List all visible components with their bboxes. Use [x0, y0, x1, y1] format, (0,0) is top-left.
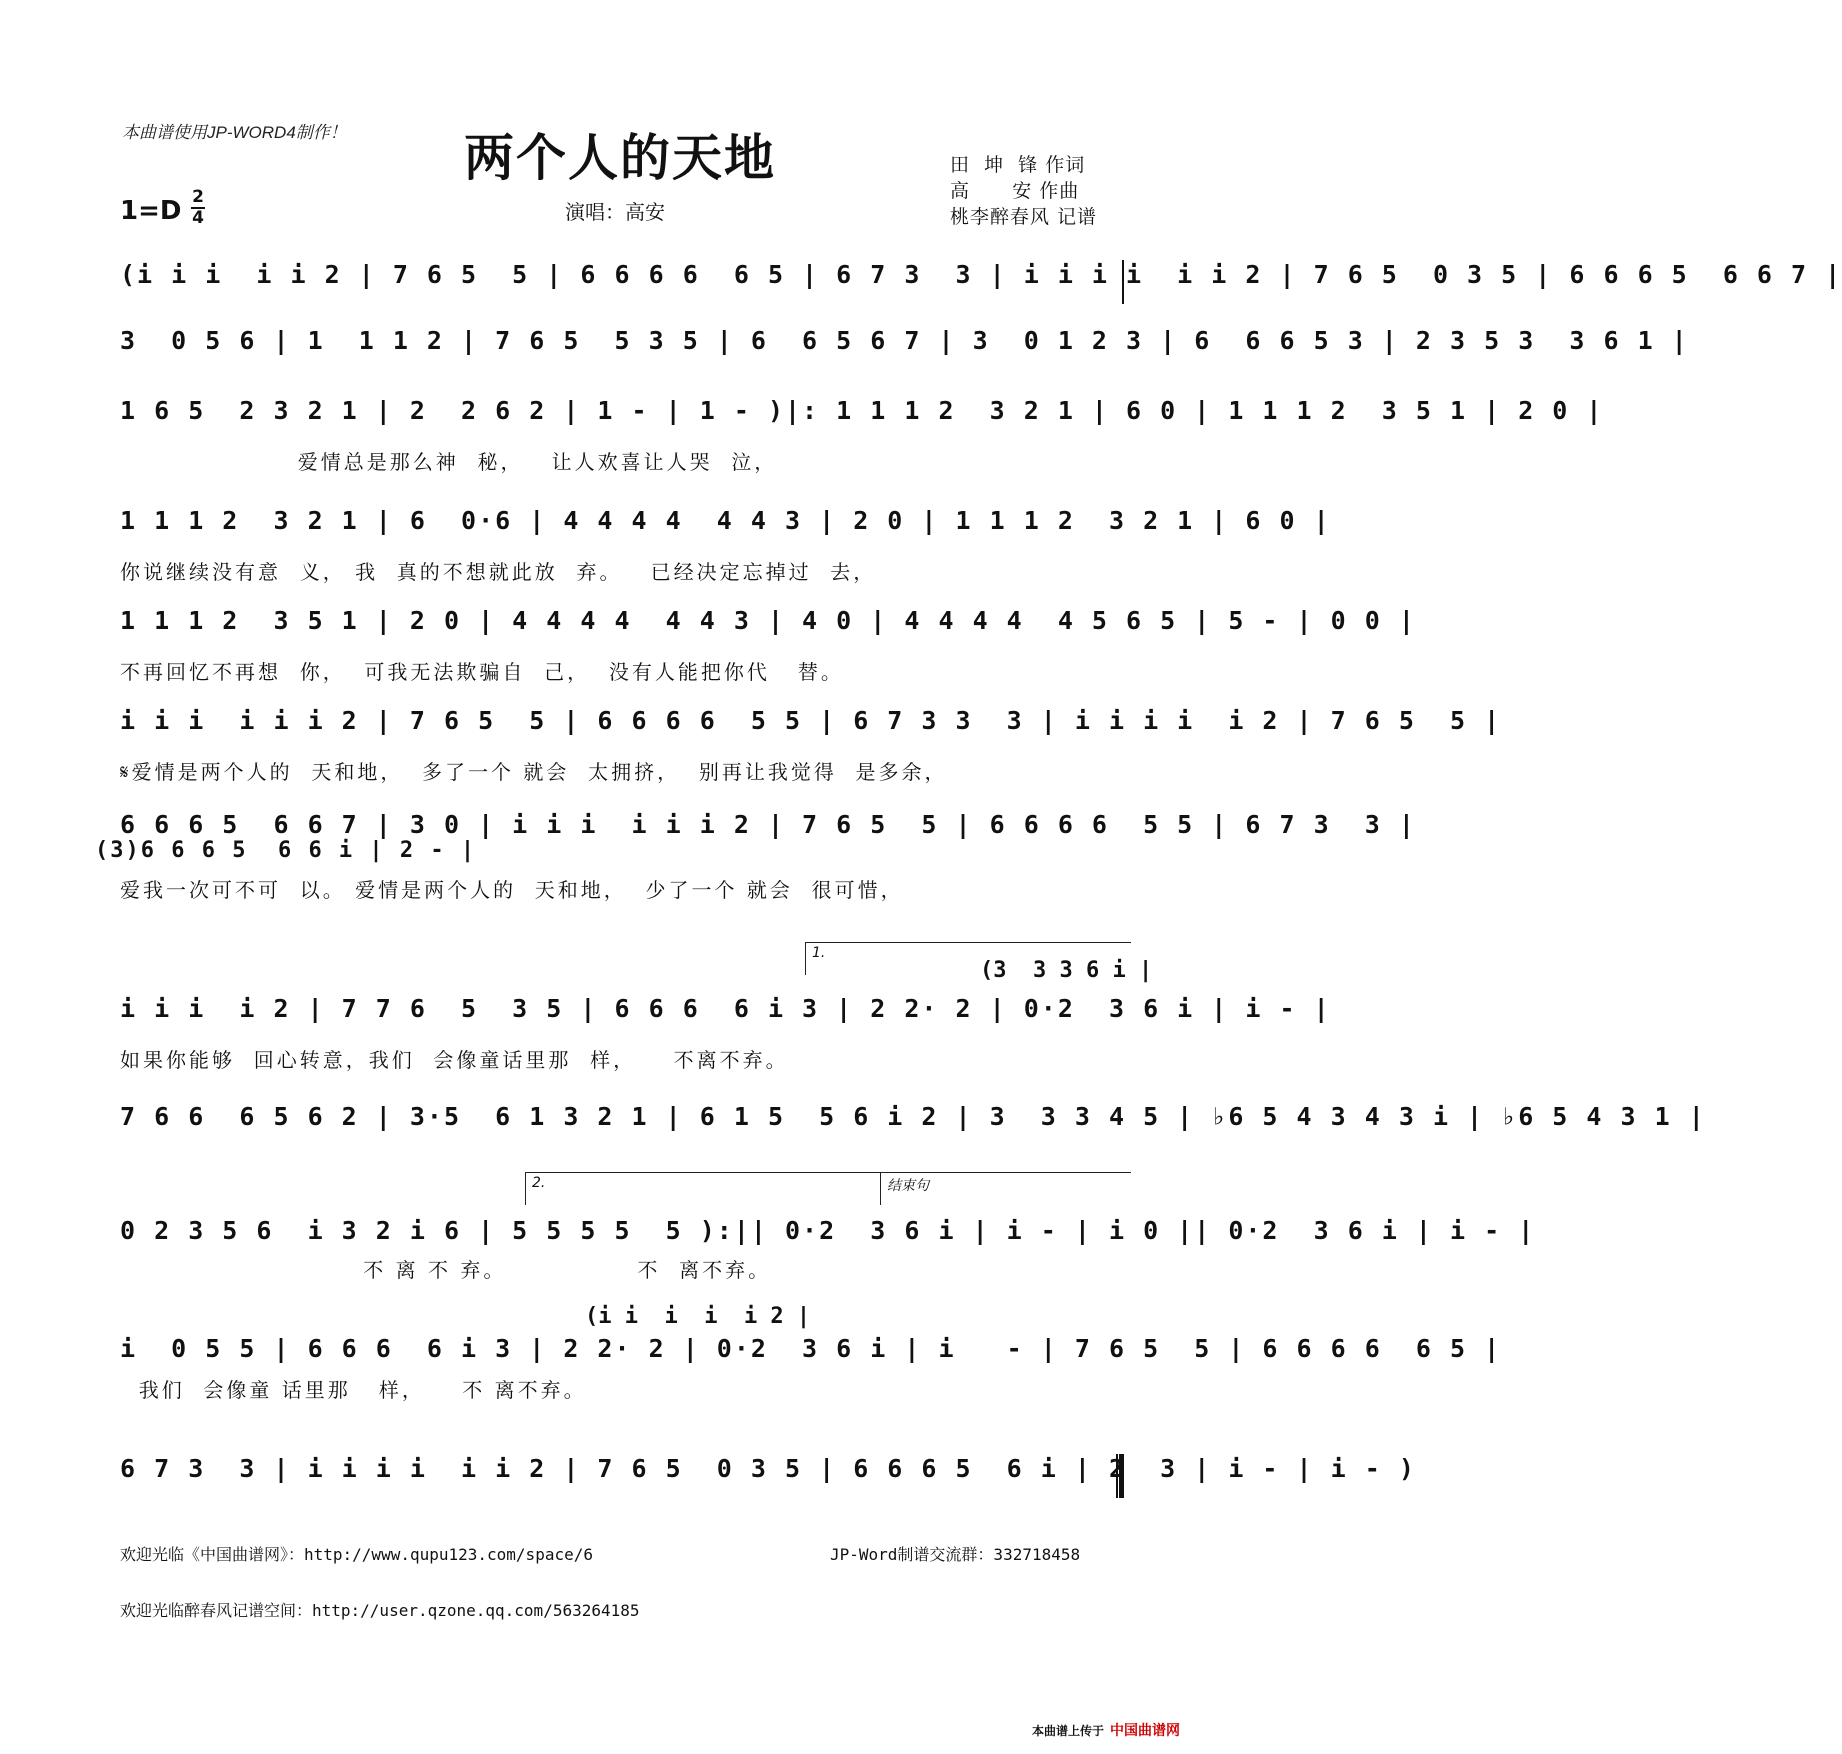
- lyrics-line: 你说继续没有意 义， 我 真的不想就此放 弃。 已经决定忘掉过 去，: [120, 560, 877, 584]
- notes-line: i 0 5 5 | 6 6 6 6 i 3 | 2 2· 2 | 0·2 3 6 i | i - | 7 6 5 5 | 6 6 6 6 6 5 |: [120, 1334, 1502, 1363]
- notes-line: 1 1 1 2 3 5 1 | 2 0 | 4 4 4 4 4 4 3 | 4 0 | 4 4 4 4 4 5 6 5 | 5 - | 0 0 |: [120, 606, 1416, 635]
- lyrics-line: 𝄋爱情是两个人的 天和地， 多了一个 就会 太拥挤， 别再让我觉得 是多余，: [120, 760, 948, 784]
- credits: [950, 152, 1097, 230]
- lyrics-line: 不 离 不 弃。 不 离不弃。: [120, 1258, 772, 1282]
- lyrics-line: 如果你能够 回心转意，我们 会像童话里那 样， 不离不弃。: [120, 1048, 789, 1072]
- made-with-note: 本曲谱使用JP-WORD4制作！: [122, 123, 347, 142]
- upload-note: 本曲谱上传于: [1032, 1723, 1105, 1738]
- singer-credit: 演唱：高安: [565, 200, 665, 224]
- notes-line: 6 7 3 3 | i i i i i i 2 | 7 6 5 0 3 5 | 6 6 6 5 6 i | 2 3 | i - | i - ): [120, 1454, 1416, 1483]
- lyrics-line: 爱情总是那么神 秘， 让人欢喜让人哭 泣，: [120, 450, 778, 474]
- final-barline: [1116, 1454, 1124, 1498]
- volta-2: 2.: [525, 1172, 881, 1205]
- lyrics-line: 不再回忆不再想 你， 可我无法欺骗自 己， 没有人能把你代 替。: [120, 660, 844, 684]
- notes-line: 0 2 3 5 6 i 3 2 i 6 | 5 5 5 5 5 ):|| 0·2 3 6 i | i - | i 0 || 0·2 3 6 i | i - |: [120, 1216, 1536, 1245]
- lyrics-line: 爱我一次可不可 以。 爱情是两个人的 天和地， 少了一个 就会 很可惜，: [120, 878, 904, 902]
- alt-label: (3): [95, 838, 141, 863]
- notes-line: 6 6 6 5 6 6 7 | 3 0 | i i i i i i 2 | 7 6 5 5 | 6 6 6 6 5 5 | 6 7 3 3 |: [120, 810, 1416, 839]
- footer-space-link: 欢迎光临醉春风记谱空间：http://user.qzone.qq.com/563264185: [120, 1601, 640, 1620]
- site-logo: 中国曲谱网: [1110, 1723, 1181, 1739]
- song-title: 两个人的天地: [464, 128, 776, 187]
- coda-box: 结束句: [880, 1172, 1131, 1205]
- notes-line: 3 0 5 6 | 1 1 1 2 | 7 6 5 5 3 5 | 6 6 5 6 7 | 3 0 1 2 3 | 6 6 6 5 3 | 2 3 5 3 3 6 1 |: [120, 326, 1689, 355]
- notes-line: i i i i 2 | 7 7 6 5 3 5 | 6 6 6 6 i 3 | 2 2· 2 | 0·2 3 6 i | i - |: [120, 994, 1331, 1023]
- notes-line: 1 1 1 2 3 2 1 | 6 0·6 | 4 4 4 4 4 4 3 | 2 0 | 1 1 1 2 3 2 1 | 6 0 |: [120, 506, 1331, 535]
- bracket-notes: (i i i i i 2 |: [585, 1304, 811, 1329]
- upload-badge: [1032, 1720, 1180, 1740]
- time-bottom: 4: [192, 208, 204, 228]
- bracket-notes: (3 3 3 6 i |: [980, 958, 1153, 983]
- time-signature: [191, 189, 205, 227]
- notes-line: 7 6 6 6 5 6 2 | 3·5 6 1 3 2 1 | 6 1 5 5 6 i 2 | 3 3 3 4 5 | ♭6 5 4 3 4 3 i | ♭6 5 4 3 1 |: [120, 1102, 1706, 1131]
- footer-site-link: 欢迎光临《中国曲谱网》：http://www.qupu123.com/space/6: [120, 1545, 593, 1564]
- lyrics-line: 我们 会像童 话里那 样， 不 离不弃。: [120, 1378, 587, 1402]
- time-top: 2: [192, 187, 204, 207]
- alt-notes: 6 6 6 5 6 6 i | 2 - |: [140, 838, 477, 863]
- notes-line: i i i i i i 2 | 7 6 5 5 | 6 6 6 6 5 5 | 6 7 3 3 3 | i i i i i 2 | 7 6 5 5 |: [120, 706, 1502, 735]
- transcriber-credit: 桃李醉春风 记谱: [950, 206, 1098, 228]
- volta-1: 1.: [805, 942, 1131, 975]
- composer-credit: 高 安 作曲: [950, 180, 1080, 202]
- key-signature: 1=D: [120, 196, 182, 226]
- notes-line: (i i i i i 2 | 7 6 5 5 | 6 6 6 6 6 5 | 6 7 3 3 | i i i i i i 2 | 7 6 5 0 3 5 | 6 6 6 5 6 6 7 |: [120, 260, 1842, 289]
- footer-group: JP-Word制谱交流群：332718458: [830, 1545, 1081, 1564]
- lyricist-credit: 田 坤 锋 作词: [950, 154, 1086, 176]
- notes-line: 1 6 5 2 3 2 1 | 2 2 6 2 | 1 - | 1 - )|: 1 1 1 2 3 2 1 | 6 0 | 1 1 1 2 3 5 1 | 2 0 |: [120, 396, 1604, 425]
- alt-ending: [95, 838, 476, 863]
